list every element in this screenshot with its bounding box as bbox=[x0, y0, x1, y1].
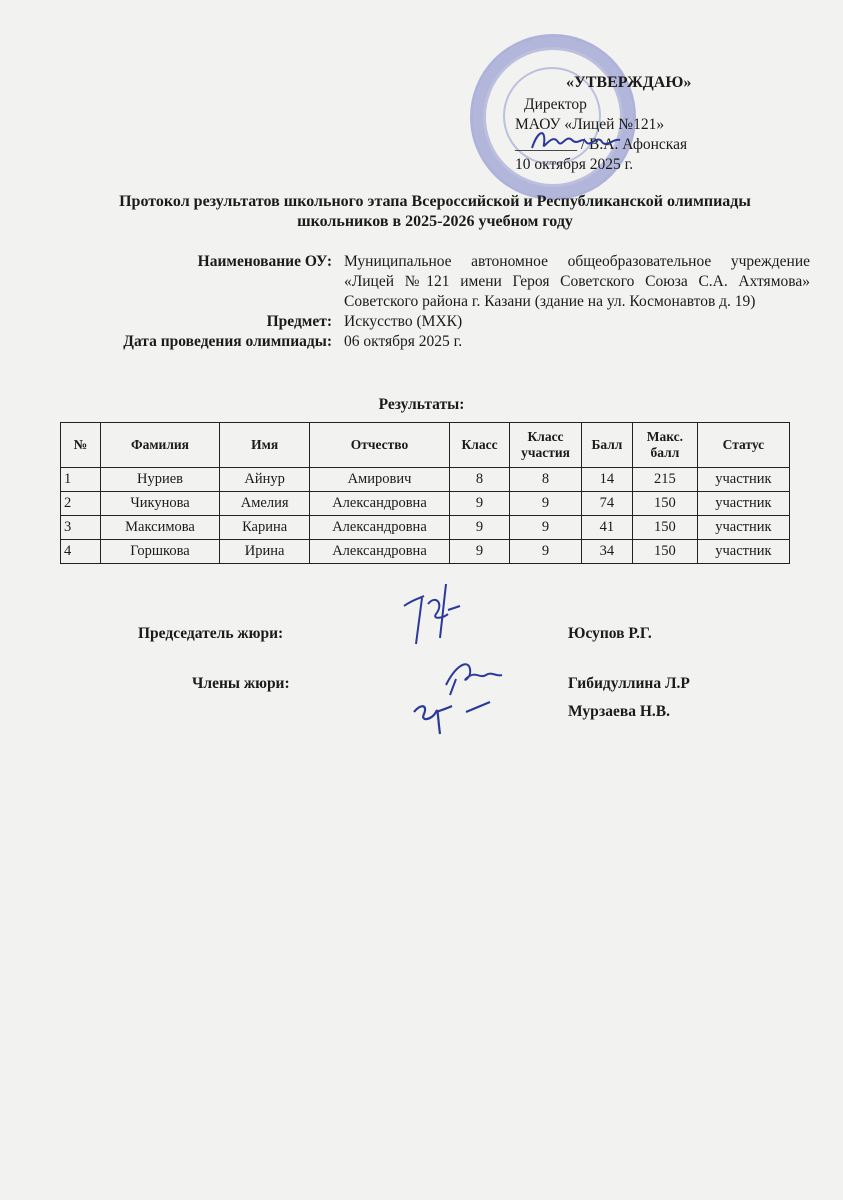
cell-status: участник bbox=[697, 516, 789, 540]
table-header-row bbox=[61, 423, 790, 468]
cell-name: Ирина bbox=[220, 540, 310, 564]
info-row-org bbox=[60, 252, 810, 312]
cell-surname: Максимова bbox=[100, 516, 219, 540]
document-title bbox=[60, 192, 810, 232]
cell-class-participation: 8 bbox=[510, 468, 582, 492]
date-label: Дата проведения олимпиады: bbox=[123, 333, 332, 350]
header-name: Имя bbox=[220, 423, 310, 468]
info-block bbox=[60, 252, 810, 352]
approval-position: Директор bbox=[524, 96, 587, 113]
title-line-1: Протокол результатов школьного этапа Всероссийской и Республиканской олимпиады bbox=[119, 193, 751, 210]
header-surname: Фамилия bbox=[100, 423, 219, 468]
cell-status: участник bbox=[697, 492, 789, 516]
cell-num: 3 bbox=[61, 516, 101, 540]
jury-members-label: Члены жюри: bbox=[192, 675, 290, 692]
header-max-score: Макс. балл bbox=[633, 423, 698, 468]
approval-signature-line: ________ / В.А. Афонская bbox=[515, 136, 688, 153]
director-signature bbox=[528, 122, 623, 158]
cell-name: Амелия bbox=[220, 492, 310, 516]
cell-max-score: 215 bbox=[633, 468, 698, 492]
org-value: Муниципальное автономное общеобразовательное учреждение «Лицей №121 имени Героя Советского Союза С.А. Ахтямова» Советского района г. Казани (здание на ул. Космонавтов д. 19) bbox=[344, 253, 810, 310]
cell-patronymic: Амирович bbox=[310, 468, 450, 492]
cell-class-participation: 9 bbox=[510, 540, 582, 564]
header-num: № bbox=[61, 423, 101, 468]
cell-status: участник bbox=[697, 540, 789, 564]
subject-label: Предмет: bbox=[266, 313, 332, 330]
header-class: Класс bbox=[449, 423, 509, 468]
table-row bbox=[61, 540, 790, 564]
cell-score: 74 bbox=[581, 492, 632, 516]
chair-signature bbox=[398, 578, 468, 650]
cell-class-participation: 9 bbox=[510, 492, 582, 516]
approval-date: 10 октября 2025 г. bbox=[515, 156, 634, 173]
cell-patronymic: Александровна bbox=[310, 540, 450, 564]
member2-signature bbox=[410, 690, 500, 740]
jury-member-1: Гибидуллина Л.Р bbox=[568, 675, 690, 692]
header-status: Статус bbox=[697, 423, 789, 468]
cell-surname: Нуриев bbox=[100, 468, 219, 492]
cell-num: 4 bbox=[61, 540, 101, 564]
header-class-participation: Класс участия bbox=[510, 423, 582, 468]
cell-name: Айнур bbox=[220, 468, 310, 492]
cell-score: 34 bbox=[581, 540, 632, 564]
cell-status: участник bbox=[697, 468, 789, 492]
cell-class: 9 bbox=[449, 492, 509, 516]
date-value: 06 октября 2025 г. bbox=[344, 333, 463, 350]
results-table bbox=[60, 422, 790, 564]
jury-chair-name: Юсупов Р.Г. bbox=[568, 625, 652, 642]
cell-class-participation: 9 bbox=[510, 516, 582, 540]
cell-max-score: 150 bbox=[633, 540, 698, 564]
cell-name: Карина bbox=[220, 516, 310, 540]
cell-score: 41 bbox=[581, 516, 632, 540]
org-label: Наименование ОУ: bbox=[197, 253, 332, 270]
jury-member-2: Мурзаева Н.В. bbox=[568, 703, 670, 720]
cell-class: 9 bbox=[449, 516, 509, 540]
title-line-2: школьников в 2025-2026 учебном году bbox=[297, 213, 573, 230]
table-row bbox=[61, 468, 790, 492]
table-row bbox=[61, 492, 790, 516]
cell-surname: Горшкова bbox=[100, 540, 219, 564]
table-row bbox=[61, 516, 790, 540]
cell-class: 8 bbox=[449, 468, 509, 492]
cell-num: 2 bbox=[61, 492, 101, 516]
cell-max-score: 150 bbox=[633, 492, 698, 516]
cell-max-score: 150 bbox=[633, 516, 698, 540]
info-row-date bbox=[60, 332, 810, 352]
header-patronymic: Отчество bbox=[310, 423, 450, 468]
approval-title: «УТВЕРЖДАЮ» bbox=[566, 74, 692, 91]
cell-num: 1 bbox=[61, 468, 101, 492]
info-row-subject bbox=[60, 312, 810, 332]
cell-class: 9 bbox=[449, 540, 509, 564]
approval-organization: МАОУ «Лицей №121» bbox=[515, 116, 665, 133]
cell-surname: Чикунова bbox=[100, 492, 219, 516]
results-label: Результаты: bbox=[378, 396, 465, 413]
subject-value: Искусство (МХК) bbox=[344, 313, 463, 330]
cell-score: 14 bbox=[581, 468, 632, 492]
jury-chair-label: Председатель жюри: bbox=[138, 625, 284, 642]
header-score: Балл bbox=[581, 423, 632, 468]
cell-patronymic: Александровна bbox=[310, 492, 450, 516]
cell-patronymic: Александровна bbox=[310, 516, 450, 540]
